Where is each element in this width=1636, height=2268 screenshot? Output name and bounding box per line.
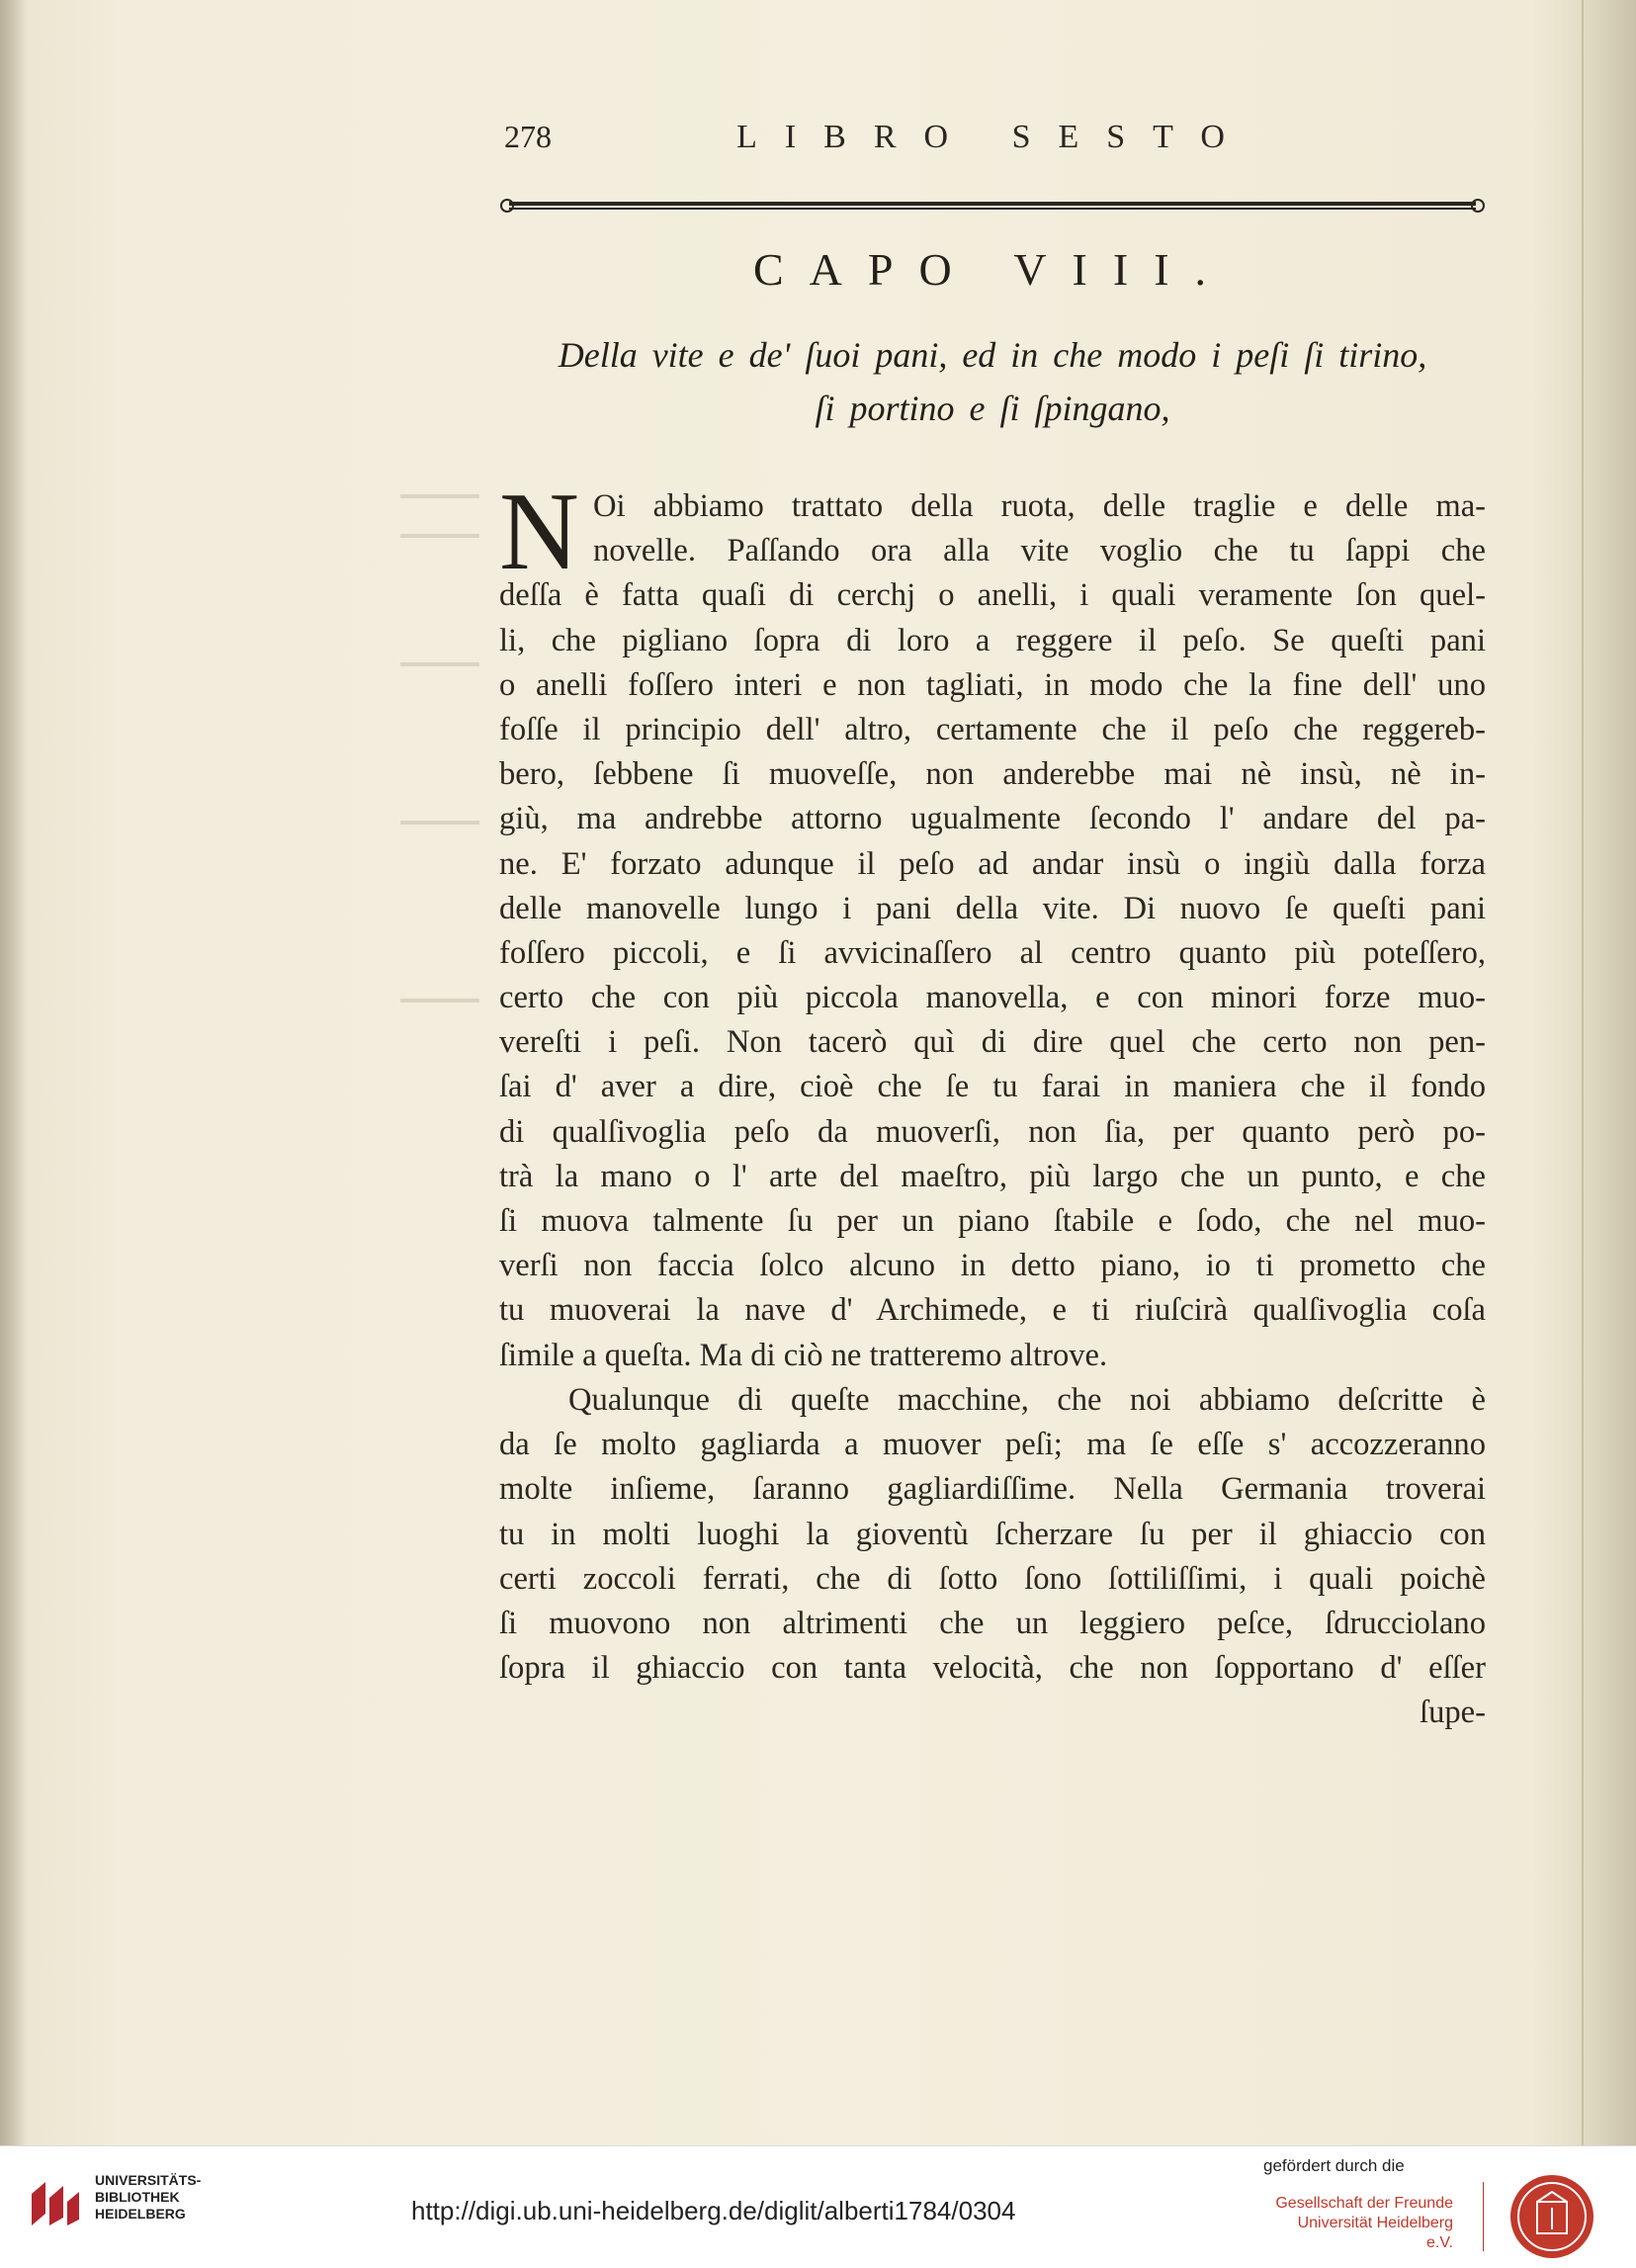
footer-divider — [1483, 2182, 1484, 2251]
text-line: da ſe molto gagliarda a muover peſi; ma ſe eſſe s' accozzeranno — [499, 1427, 1486, 1463]
text-line: tu muoverai la nave d' Archimede, e ti riuſcirà qualſivoglia coſa — [499, 1292, 1486, 1329]
text-line: vereſti i peſi. Non tacerò quì di dire quel che certo non pen- — [499, 1024, 1486, 1061]
book-title: LIBRO SESTO — [736, 119, 1252, 155]
text-line: ſai d' aver a dire, cioè che ſe tu farai in maniera che il fondo — [499, 1069, 1486, 1105]
text-line: di qualſivoglia peſo da muoverſi, non ſia, per quanto però po- — [499, 1113, 1486, 1150]
chapter-title: CAPO VIII. — [752, 244, 1233, 295]
decorative-rule — [499, 196, 1486, 216]
chapter-subtitle-line2: ſi portino e ſi ſpingano, — [815, 389, 1170, 428]
text-line: tu in molti luoghi la gioventù ſcherzare ſu per il ghiaccio con — [499, 1516, 1486, 1552]
library-name-line: HEIDELBERG — [95, 2206, 186, 2222]
text-line: ſi muova talmente ſu per un piano ſtabile e ſodo, che nel muo- — [499, 1203, 1486, 1239]
sponsor-name-line: Gesellschaft der Freunde — [1275, 2195, 1453, 2212]
text-line: ſopra il ghiaccio con tanta velocità, che non ſopportano d' eſſer — [499, 1650, 1486, 1687]
text-line: foſſe il principio dell' altro, certamente che il peſo che reggereb- — [499, 711, 1486, 747]
permalink-url[interactable]: http://digi.ub.uni-heidelberg.de/diglit/alberti1784/0304 — [411, 2196, 1016, 2225]
margin-showthrough — [400, 999, 479, 1003]
margin-showthrough — [400, 821, 479, 825]
catchword: ſupe- — [1420, 1695, 1486, 1731]
margin-showthrough — [400, 534, 479, 538]
text-line: li, che pigliano ſopra di loro a reggere il peſo. Se queſti pani — [499, 622, 1486, 658]
page-edge — [1582, 0, 1584, 2145]
text-line: ſi muovono non altrimenti che un leggiero peſce, ſdrucciolano — [499, 1605, 1486, 1641]
text-line: certi zoccoli ferrati, che di ſotto ſono ſottiliſſimi, i quali poichè — [499, 1560, 1486, 1597]
paragraph-1 — [499, 471, 1486, 1378]
text-line: trà la mano o l' arte del maeſtro, più largo che un punto, e che — [499, 1158, 1486, 1194]
funded-by-label: gefördert durch die — [1263, 2156, 1405, 2175]
text-line: Oi abbiamo trattato della ruota, delle traglie e delle ma- — [593, 488, 1486, 524]
university-seal-icon — [1507, 2172, 1596, 2261]
running-head — [504, 119, 1485, 168]
text-line: delle manovelle lungo i pani della vite. Di nuovo ſe queſti pani — [499, 890, 1486, 926]
text-line: o anelli foſſero interi e non tagliati, in modo che la fine dell' uno — [499, 666, 1486, 703]
margin-showthrough — [400, 494, 479, 498]
library-name-line: UNIVERSITÄTS- — [95, 2172, 202, 2188]
university-library-logo-icon[interactable] — [24, 2174, 83, 2233]
drop-cap: N — [499, 471, 579, 593]
sponsor-name-line: Universität Heidelberg e.V. — [1297, 2215, 1453, 2251]
paragraph-2 — [499, 1378, 1486, 1736]
text-line: verſi non faccia ſolco alcuno in detto piano, io ti prometto che — [499, 1248, 1486, 1284]
text-line: bero, ſebbene ſi muoveſſe, non anderebbe mai nè insù, nè in- — [499, 756, 1486, 793]
gutter-shadow — [0, 0, 26, 2145]
digitization-footer — [0, 2145, 1636, 2268]
text-line: molte inſieme, ſaranno gagliardiſſime. Nella Germania troverai — [499, 1471, 1486, 1508]
text-line: foſſero piccoli, e ſi avvicinaſſero al centro quanto più poteſſero, — [499, 934, 1486, 971]
text-line: ſimile a queſta. Ma di ciò ne tratteremo altrove. — [499, 1337, 1108, 1373]
margin-showthrough — [400, 662, 479, 666]
text-line: giù, ma andrebbe attorno ugualmente ſecondo l' andare del pa- — [499, 801, 1486, 837]
page-number: 278 — [504, 119, 552, 154]
library-name-line: BIBLIOTHEK — [95, 2189, 180, 2205]
sponsor-name[interactable] — [1275, 2194, 1453, 2253]
text-line: ne. E' forzato adunque il peſo ad andar insù o ingiù dalla forza — [499, 845, 1486, 882]
text-line: Qualunque di queſte macchine, che noi abbiamo deſcritte è — [568, 1382, 1486, 1418]
text-line: certo che con più piccola manovella, e con minori forze muo- — [499, 980, 1486, 1016]
chapter-subtitle-line1: Della vite e de' ſuoi pani, ed in che modo i peſi ſi tirino, — [558, 335, 1427, 375]
library-name — [95, 2172, 201, 2223]
text-line: novelle. Paſſando ora alla vite voglio che tu ſappi che — [593, 533, 1486, 569]
text-line: deſſa è fatta quaſi di cerchj o anelli, i quali veramente ſon quel- — [499, 577, 1486, 614]
